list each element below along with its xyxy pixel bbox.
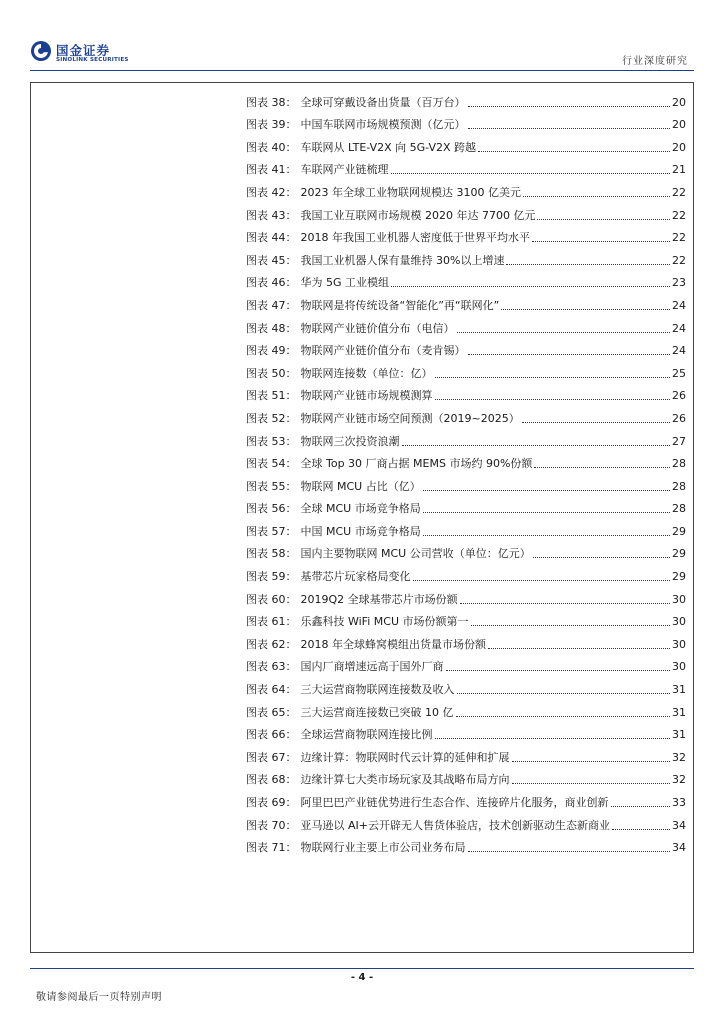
toc-figure-title: 物联网连接数（单位：亿） — [300, 366, 433, 380]
toc-figure-title: 2019Q2 全球基带芯片市场份额 — [300, 592, 458, 606]
toc-entry[interactable] — [246, 652, 686, 675]
toc-dot-leader — [612, 828, 670, 830]
toc-figure-title: 物联网产业链价值分布（麦肯锡） — [300, 344, 466, 358]
toc-entry[interactable] — [246, 132, 686, 155]
toc-dot-leader — [446, 669, 671, 671]
toc-page-number: 26 — [672, 389, 686, 403]
toc-figure-title: 乐鑫科技 WiFi MCU 市场份额第一 — [300, 615, 469, 629]
toc-dot-leader — [468, 850, 671, 852]
toc-figure-label: 图表 61： — [246, 615, 297, 629]
toc-figure-label: 图表 64： — [246, 683, 297, 697]
toc-dot-leader — [435, 398, 671, 400]
toc-page-number: 24 — [672, 321, 686, 335]
toc-figure-title: 中国车联网市场规模预测（亿元） — [300, 118, 466, 132]
toc-figure-label: 图表 55： — [246, 479, 297, 493]
toc-dot-leader — [468, 105, 671, 107]
toc-entry[interactable] — [246, 449, 686, 472]
toc-figure-label: 图表 43： — [246, 208, 297, 222]
toc-figure-label: 图表 69： — [246, 796, 297, 809]
toc-figure-label: 图表 58： — [246, 547, 297, 561]
toc-entry[interactable] — [246, 290, 686, 313]
toc-page-number: 29 — [672, 570, 686, 584]
toc-page-number: 27 — [672, 434, 686, 448]
toc-figure-title: 2023 年全球工业物联网规模达 3100 亿美元 — [300, 185, 521, 199]
toc-figure-title: 三大运营商物联网连接数及收入 — [300, 683, 455, 697]
toc-page-number: 22 — [672, 208, 686, 222]
toc-figure-title: 边缘计算七大类市场玩家及其战略布局方向 — [300, 773, 510, 787]
toc-page-number: 24 — [672, 344, 686, 358]
toc-figure-title: 全球运营商物联网连接比例 — [300, 728, 433, 742]
toc-entry[interactable] — [246, 200, 686, 223]
toc-entry[interactable] — [246, 516, 686, 539]
toc-entry[interactable] — [246, 381, 686, 404]
page-number: - 4 - — [350, 972, 374, 983]
toc-figure-title: 全球 MCU 市场竞争格局 — [300, 502, 421, 516]
toc-figure-title: 物联网产业链市场规模测算 — [300, 389, 433, 403]
toc-page-number: 24 — [672, 298, 686, 312]
toc-dot-leader — [488, 647, 670, 649]
toc-dot-leader — [522, 421, 670, 423]
toc-figure-title: 2018 年我国工业机器人密度低于世界平均水平 — [300, 231, 530, 245]
toc-entry[interactable] — [246, 403, 686, 426]
toc-page-number: 26 — [672, 411, 686, 425]
toc-figure-label: 图表 63： — [246, 660, 297, 674]
figure-index-list — [246, 87, 686, 855]
toc-page-number: 28 — [672, 457, 686, 471]
toc-figure-title: 基带芯片玩家格局变化 — [300, 570, 411, 584]
toc-dot-leader — [611, 805, 671, 807]
footer-divider — [30, 968, 694, 969]
toc-dot-leader — [537, 218, 670, 220]
toc-entry[interactable] — [246, 697, 686, 720]
toc-figure-label: 图表 40： — [246, 140, 297, 154]
toc-entry[interactable] — [246, 336, 686, 359]
toc-page-number: 20 — [672, 118, 686, 132]
toc-entry[interactable] — [246, 720, 686, 743]
toc-entry[interactable] — [246, 494, 686, 517]
toc-dot-leader — [435, 737, 671, 739]
toc-page-number: 20 — [672, 140, 686, 154]
toc-entry[interactable] — [246, 471, 686, 494]
toc-figure-label: 图表 62： — [246, 637, 297, 651]
toc-dot-leader — [423, 511, 670, 513]
toc-dot-leader — [435, 376, 671, 378]
toc-dot-leader — [460, 602, 670, 604]
toc-figure-title: 中国 MCU 市场竞争格局 — [300, 524, 421, 538]
toc-page-number: 33 — [672, 796, 686, 809]
toc-page-number: 30 — [672, 615, 686, 629]
toc-dot-leader — [506, 263, 670, 265]
toc-entry[interactable] — [246, 245, 686, 268]
toc-entry[interactable] — [246, 110, 686, 133]
toc-entry[interactable] — [246, 742, 686, 765]
logo-chinese-name: 国金证券 — [56, 43, 111, 58]
toc-entry[interactable] — [246, 313, 686, 336]
toc-figure-label: 图表 59： — [246, 570, 297, 584]
toc-page-number: 30 — [672, 592, 686, 606]
toc-figure-label: 图表 65： — [246, 705, 297, 719]
toc-figure-label: 图表 39： — [246, 118, 297, 132]
toc-page-number: 22 — [672, 231, 686, 245]
toc-page-number: 30 — [672, 637, 686, 651]
toc-figure-title: 我国工业互联网市场规模 2020 年达 7700 亿元 — [300, 208, 536, 222]
toc-page-number: 31 — [672, 683, 686, 697]
toc-figure-title: 国内主要物联网 MCU 公司营收（单位：亿元） — [300, 547, 531, 561]
header-divider — [30, 70, 694, 71]
toc-page-number: 34 — [672, 818, 686, 832]
toc-entry[interactable] — [246, 584, 686, 607]
toc-figure-label: 图表 67： — [246, 750, 297, 764]
toc-figure-label: 图表 49： — [246, 344, 297, 358]
toc-figure-title: 全球 Top 30 厂商占据 MEMS 市场约 90%份额 — [300, 457, 533, 471]
toc-figure-title: 物联网是将传统设备“智能化”再“联网化” — [300, 298, 500, 312]
toc-page-number: 30 — [672, 660, 686, 674]
toc-page-number: 29 — [672, 547, 686, 561]
toc-entry[interactable] — [246, 177, 686, 200]
toc-dot-leader — [478, 150, 670, 152]
toc-dot-leader — [512, 760, 671, 762]
toc-figure-label: 图表 60： — [246, 592, 297, 606]
toc-entry[interactable] — [246, 426, 686, 449]
toc-figure-title: 三大运营商连接数已突破 10 亿 — [300, 705, 454, 719]
toc-entry[interactable] — [246, 607, 686, 630]
toc-entry[interactable] — [246, 268, 686, 291]
toc-figure-label: 图表 51： — [246, 389, 297, 403]
toc-entry[interactable] — [246, 629, 686, 652]
toc-dot-leader — [468, 127, 671, 129]
page-header — [0, 0, 724, 72]
toc-figure-label: 图表 48： — [246, 321, 297, 335]
toc-figure-label: 图表 50： — [246, 366, 297, 380]
toc-figure-label: 图表 56： — [246, 502, 297, 516]
toc-dot-leader — [501, 308, 670, 310]
toc-figure-label: 图表 52： — [246, 411, 297, 425]
document-type: 行业深度研究 — [622, 56, 688, 67]
toc-dot-leader — [533, 556, 670, 558]
toc-figure-label: 图表 53： — [246, 434, 297, 448]
toc-dot-leader — [468, 353, 671, 355]
toc-entry[interactable] — [246, 561, 686, 584]
toc-page-number: 32 — [672, 750, 686, 764]
toc-figure-label: 图表 41： — [246, 163, 297, 177]
toc-figure-label: 图表 47： — [246, 298, 297, 312]
toc-figure-title: 物联网行业主要上市公司业务布局 — [300, 841, 466, 855]
toc-dot-leader — [457, 331, 671, 333]
toc-entry[interactable] — [246, 674, 686, 697]
toc-dot-leader — [471, 624, 671, 626]
toc-dot-leader — [532, 240, 670, 242]
toc-page-number: 28 — [672, 479, 686, 493]
toc-entry[interactable] — [246, 833, 686, 856]
toc-figure-title: 全球可穿戴设备出货量（百万台） — [300, 95, 466, 109]
toc-dot-leader — [534, 466, 670, 468]
toc-dot-leader — [391, 172, 671, 174]
toc-page-number: 28 — [672, 502, 686, 516]
toc-figure-title: 我国工业机器人保有量维持 30%以上增速 — [300, 253, 505, 267]
toc-dot-leader — [523, 195, 670, 197]
toc-entry[interactable] — [246, 155, 686, 178]
toc-figure-label: 图表 44： — [246, 231, 297, 245]
toc-page-number: 29 — [672, 524, 686, 538]
toc-figure-label: 图表 38： — [246, 95, 297, 109]
toc-page-number: 34 — [672, 841, 686, 855]
toc-figure-label: 图表 54： — [246, 457, 297, 471]
toc-dot-leader — [391, 285, 670, 287]
toc-entry[interactable] — [246, 223, 686, 246]
toc-entry[interactable] — [246, 810, 686, 833]
logo-english-name: SINOLINK SECURITIES — [56, 57, 129, 63]
toc-figure-title: 华为 5G 工业模组 — [300, 276, 390, 290]
toc-entry[interactable] — [246, 539, 686, 562]
toc-page-number: 20 — [672, 95, 686, 109]
sinolink-logo — [30, 40, 140, 70]
toc-dot-leader — [402, 444, 671, 446]
toc-entry[interactable] — [246, 765, 686, 788]
toc-dot-leader — [423, 534, 670, 536]
toc-page-number: 22 — [672, 185, 686, 199]
toc-page-number: 32 — [672, 773, 686, 787]
toc-figure-title: 亚马逊以 AI+云开辟无人售货体验店，技术创新驱动生态新商业 — [300, 818, 610, 832]
toc-figure-title: 物联网三次投资浪潮 — [300, 434, 400, 448]
toc-page-number: 23 — [672, 276, 686, 290]
sinolink-logo-icon — [30, 40, 52, 62]
toc-figure-label: 图表 57： — [246, 524, 297, 538]
toc-figure-label: 图表 71： — [246, 841, 297, 855]
toc-figure-title: 2018 年全球蜂窝模组出货量市场份额 — [300, 637, 486, 651]
toc-entry[interactable] — [246, 87, 686, 110]
toc-figure-title: 阿里巴巴产业链优势进行生态合作、连接碎片化服务，商业创新 — [300, 796, 609, 809]
toc-figure-label: 图表 42： — [246, 185, 297, 199]
toc-figure-label: 图表 70： — [246, 818, 297, 832]
toc-page-number: 31 — [672, 728, 686, 742]
toc-dot-leader — [423, 489, 670, 491]
toc-figure-title: 边缘计算：物联网时代云计算的延伸和扩展 — [300, 750, 510, 764]
toc-entry[interactable] — [246, 358, 686, 381]
toc-figure-title: 国内厂商增速远高于国外厂商 — [300, 660, 444, 674]
toc-page-number: 31 — [672, 705, 686, 719]
toc-dot-leader — [512, 782, 671, 784]
toc-figure-title: 车联网从 LTE-V2X 向 5G-V2X 跨越 — [300, 140, 477, 154]
toc-dot-leader — [457, 692, 671, 694]
toc-figure-title: 物联网产业链价值分布（电信） — [300, 321, 455, 335]
toc-dot-leader — [456, 715, 671, 717]
toc-page-number: 21 — [672, 163, 686, 177]
toc-entry[interactable] — [246, 787, 686, 810]
toc-figure-title: 车联网产业链梳理 — [300, 163, 389, 177]
toc-figure-label: 图表 68： — [246, 773, 297, 787]
toc-figure-label: 图表 46： — [246, 276, 297, 290]
toc-page-number: 22 — [672, 253, 686, 267]
toc-page-number: 25 — [672, 366, 686, 380]
toc-figure-label: 图表 66： — [246, 728, 297, 742]
toc-figure-title: 物联网产业链市场空间预测（2019~2025） — [300, 411, 520, 425]
disclaimer-note: 敬请参阅最后一页特别声明 — [36, 992, 162, 1003]
toc-figure-title: 物联网 MCU 占比（亿） — [300, 479, 421, 493]
toc-figure-label: 图表 45： — [246, 253, 297, 267]
toc-dot-leader — [413, 579, 671, 581]
